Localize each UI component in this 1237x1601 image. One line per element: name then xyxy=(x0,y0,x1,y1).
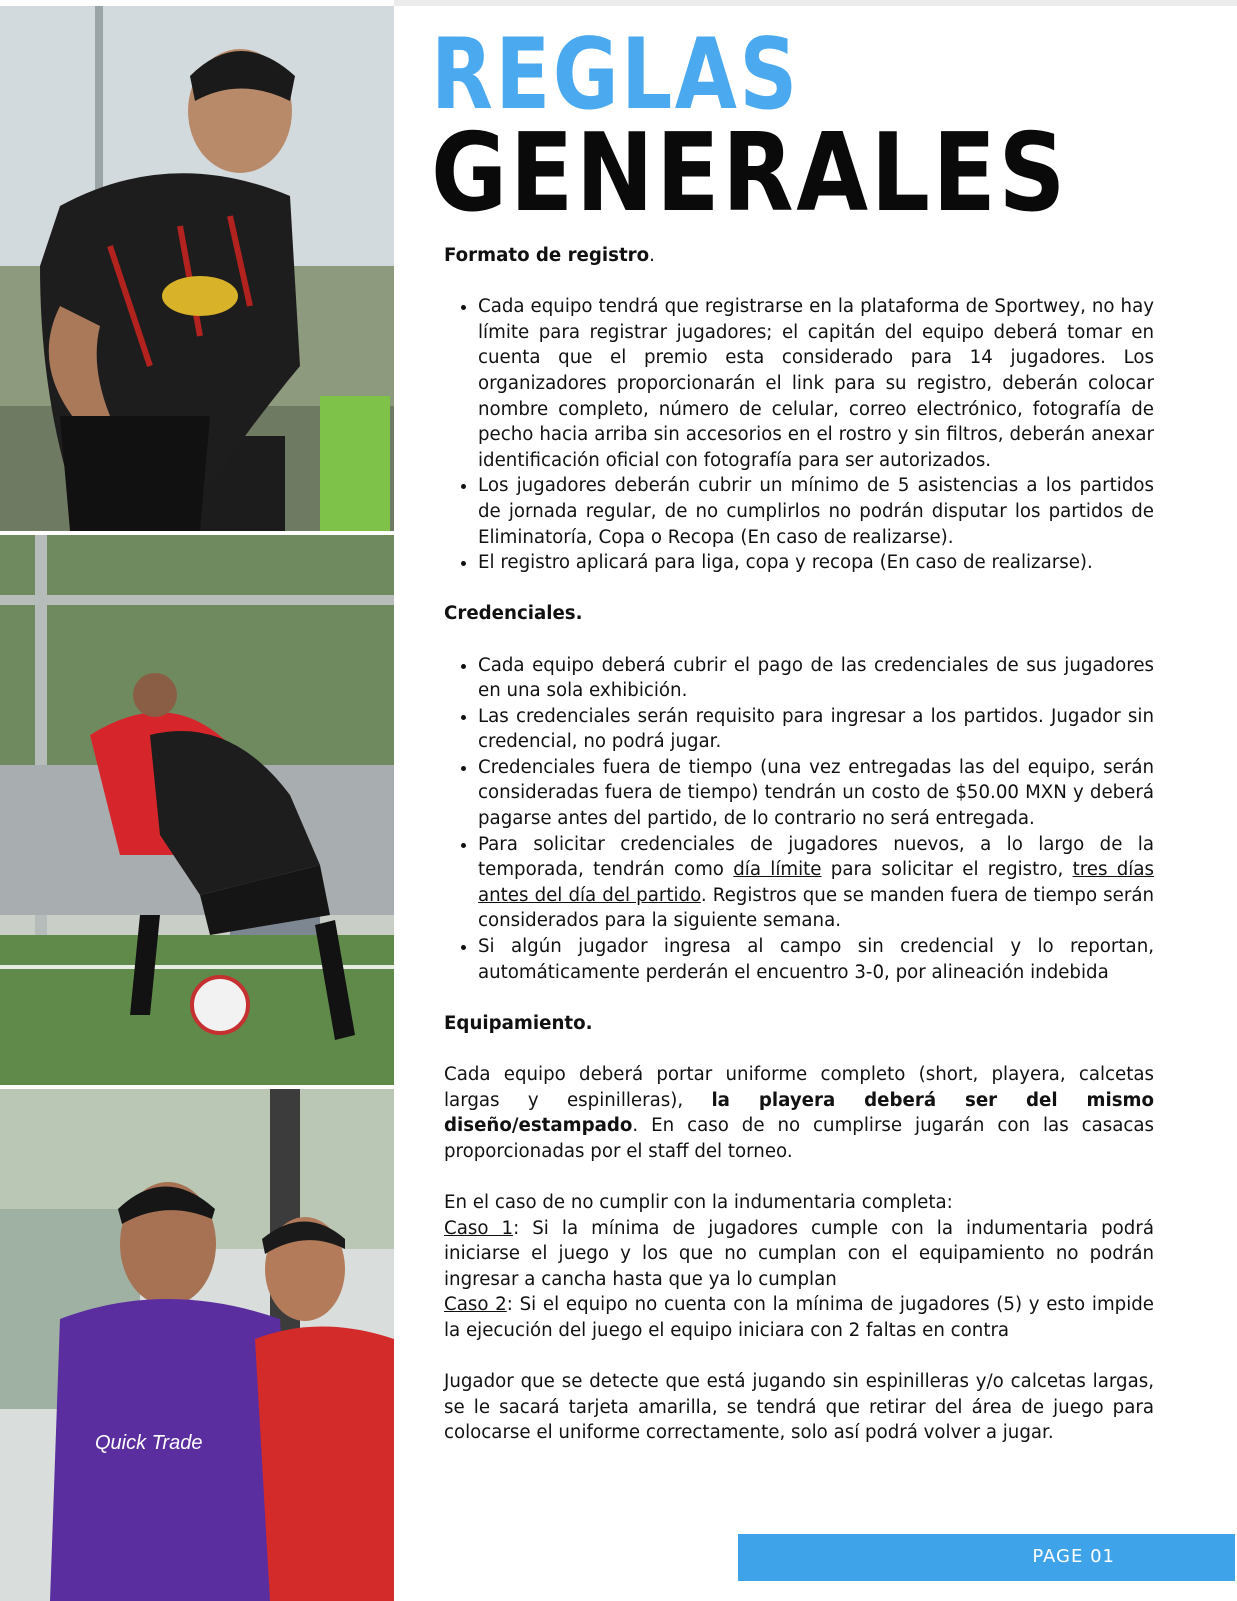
list-item: • Las credenciales serán requisito para ingresar a los partidos. Jugador sin credencial, no podrá jugar. xyxy=(478,704,1154,755)
page-number: PAGE 01 xyxy=(1032,1546,1115,1567)
underlined-text: tres días antes del día del partido xyxy=(478,859,1154,906)
photo-column xyxy=(0,6,394,1601)
list-item: • Los jugadores deberán cubrir un mínimo de 5 asistencias a los partidos de jornada regular, de no cumplirlos no podrán disputar los partidos de Eliminatoría, Copa o Recopa (En caso de realizarse). xyxy=(478,473,1154,550)
equipamiento-paragraph: Cada equipo deberá portar uniforme completo (short, playera, calcetas largas y espinilleras), la playera deberá ser del mismo diseño/estampado. En caso de no cumplirse jugarán con las casacas proporcionadas por el staff del torneo. xyxy=(444,1064,1154,1162)
credenciales-list xyxy=(444,653,1154,986)
list-item: • Si algún jugador ingresa al campo sin credencial y lo reportan, automáticamente perderán el encuentro 3-0, por alineación indebida xyxy=(478,934,1154,985)
underlined-text: día límite xyxy=(733,859,822,881)
rules-body xyxy=(444,243,1154,1446)
caso-2: Caso 2: Si el equipo no cuenta con la mínima de jugadores (5) y esto impide la ejecución del juego el equipo iniciara con 2 faltas en contra xyxy=(444,1294,1154,1341)
player-photo-red-bull-kit xyxy=(0,6,394,531)
page-title xyxy=(431,18,1172,236)
title-line-1: REGLAS xyxy=(431,18,800,132)
list-item: • Cada equipo deberá cubrir el pago de las credenciales de sus jugadores en una sola exhibición. xyxy=(478,653,1154,704)
section-heading-registro: Formato de registro. xyxy=(444,245,655,266)
page-number-bar xyxy=(738,1534,1235,1581)
player-photo-match-action xyxy=(0,535,394,1085)
title-line-2: GENERALES xyxy=(431,111,1069,236)
list-item: • Credenciales fuera de tiempo (una vez entregadas las del equipo, serán consideradas fuera de tiempo) tendrán un costo de $50.00 MXN y deberá pagarse antes del partido, de lo contrario no será entregada. xyxy=(478,755,1154,832)
section-heading-credenciales: Credenciales. xyxy=(444,603,583,625)
list-item: • El registro aplicará para liga, copa y recopa (En caso de realizarse). xyxy=(478,550,1154,576)
section-heading-equipamiento: Equipamiento. xyxy=(444,1012,593,1034)
registro-list xyxy=(444,294,1154,576)
list-item: • Para solicitar credenciales de jugadores nuevos, a lo largo de la temporada, tendrán como día límite para solicitar el registro, tres días antes del día del partido. Registros que se manden fuera de tiempo serán considerados para la siguiente semana. xyxy=(478,832,1154,934)
top-border xyxy=(394,0,1237,6)
indumentaria-intro: En el caso de no cumplir con la indumentaria completa: xyxy=(444,1191,953,1213)
caso-1: Caso 1: Si la mínima de jugadores cumple con la indumentaria podrá iniciarse el juego y los que no cumplan con el equipamiento no podrán ingresar a cancha hasta que ya lo cumplan xyxy=(444,1217,1154,1290)
svg-text:Quick Trade: Quick Trade xyxy=(95,1432,203,1454)
espinilleras-paragraph: Jugador que se detecte que está jugando sin espinilleras y/o calcetas largas, se le sacará tarjeta amarilla, se tendrá que retirar del área de juego para colocarse el uniforme correctamente, solo así podrá volver a jugar. xyxy=(444,1371,1154,1444)
player-photo-purple-kit xyxy=(0,1089,394,1601)
list-item: • Cada equipo tendrá que registrarse en la plataforma de Sportwey, no hay límite para registrar jugadores; el capitán del equipo deberá tomar en cuenta que el premio esta considerado para 14 jugadores. Los organizadores proporcionarán el link para su registro, deberán colocar nombre completo, número de celular, correo electrónico, fotografía de pecho hacia arriba sin accesorios en el rostro y sin filtros, deberán anexar identificación oficial con fotografía para ser autorizados. xyxy=(478,294,1154,473)
